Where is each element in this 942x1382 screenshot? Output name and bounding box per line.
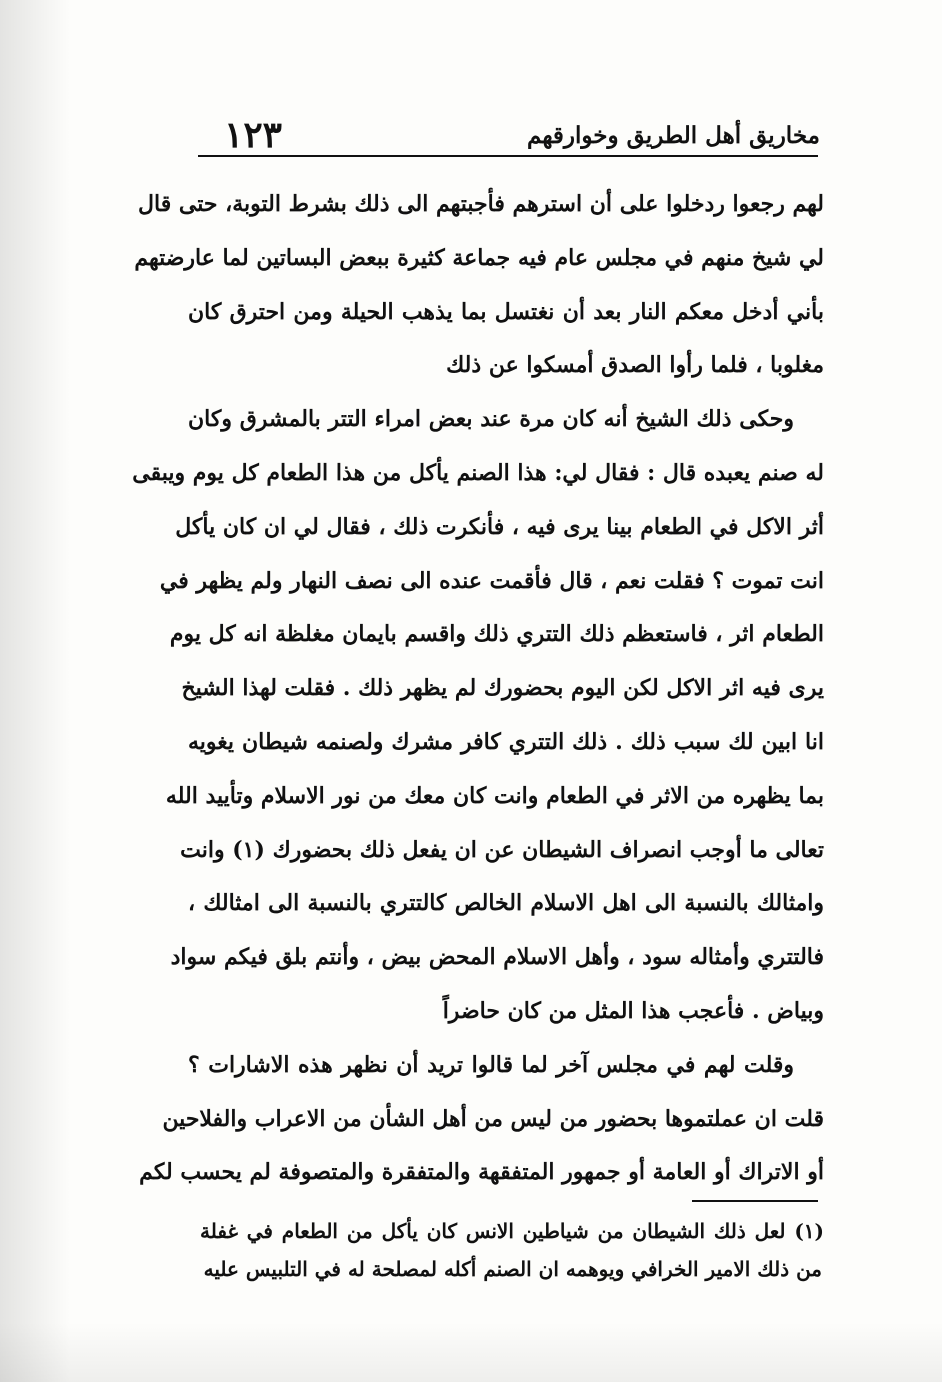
footnote-line: (١) لعل ذلك الشيطان من شياطين الانس كان يأكل من الطعام في غفلة (200, 1219, 824, 1243)
scan-shadow-bottom (0, 1322, 942, 1382)
running-title: مخاريق أهل الطريق وخوارقهم (527, 122, 820, 149)
text-line: فالتتري وأمثاله سود ، وأهل الاسلام المحض بيض ، وأنتم بلق فيكم سواد (170, 944, 824, 971)
text-line: تعالى ما أوجب انصراف الشيطان عن ان يفعل ذلك بحضورك (١) وانت (180, 836, 824, 863)
text-line: بما يظهره من الاثر في الطعام وانت كان معك من نور الاسلام وتأييد الله (165, 782, 824, 809)
text-line: له صنم يعبده قال : فقال لي: هذا الصنم يأكل من هذا الطعام كل يوم ويبقى (132, 459, 824, 486)
text-line: وقلت لهم في مجلس آخر لما قالوا تريد أن نظهر هذه الاشارات ؟ (188, 1051, 794, 1078)
text-line: وامثالك بالنسبة الى اهل الاسلام الخالص كالتتري بالنسبة الى امثالك ، (188, 890, 824, 917)
text-line: وبياض . فأعجب هذا المثل من كان حاضراً (442, 997, 824, 1024)
text-line: أو الاتراك أو العامة أو جمهور المتفقهة والمتفقرة والمتصوفة لم يحسب لكم (139, 1159, 824, 1186)
text-line: انا ابين لك سبب ذلك . ذلك التتري كافر مشرك ولصنمه شيطان يغويه (188, 728, 824, 755)
text-line: مغلوبا ، فلما رأوا الصدق أمسكوا عن ذلك (446, 352, 824, 379)
text-line: بأني أدخل معكم النار بعد أن نغتسل بما يذهب الحيلة ومن احترق كان (188, 298, 824, 325)
footnote-rule (692, 1200, 818, 1202)
text-line: الطعام اثر ، فاستعظم ذلك التتري ذلك واقسم بايمان مغلظة انه كل يوم (169, 621, 824, 648)
header-rule (198, 155, 818, 157)
text-line: لي شيخ منهم في مجلس عام فيه جماعة كثيرة ببعض البساتين لما عارضتهم (134, 244, 824, 271)
text-line: قلت ان عملتموها بحضور من ليس من أهل الشأن من الاعراب والفلاحين (162, 1105, 824, 1132)
body-text (132, 178, 824, 1200)
scan-shadow-left (0, 0, 70, 1382)
page-header (196, 112, 820, 156)
text-line: وحكى ذلك الشيخ أنه كان مرة عند بعض امراء التتر بالمشرق وكان (188, 406, 794, 433)
page-number: ١٢٣ (224, 114, 283, 156)
text-line: يرى فيه اثر الاكل لكن اليوم بحضورك لم يظهر ذلك . فقلت لهذا الشيخ (181, 675, 824, 702)
text-line: انت تموت ؟ فقلت نعم ، قال فأقمت عنده الى نصف النهار ولم يظهر في (159, 567, 824, 594)
footnote-line: من ذلك الامير الخرافي ويوهمه ان الصنم أكله لمصلحة له في التلبيس عليه (203, 1257, 822, 1281)
footnote (200, 1212, 840, 1288)
text-line: لهم رجعوا ردخلوا على أن استرهم فأجبتهم الى ذلك بشرط التوبة، حتى قال (138, 191, 824, 217)
text-line: أثر الاكل في الطعام بينا يرى فيه ، فأنكرت ذلك ، فقال لي ان كان يأكل (175, 513, 824, 540)
